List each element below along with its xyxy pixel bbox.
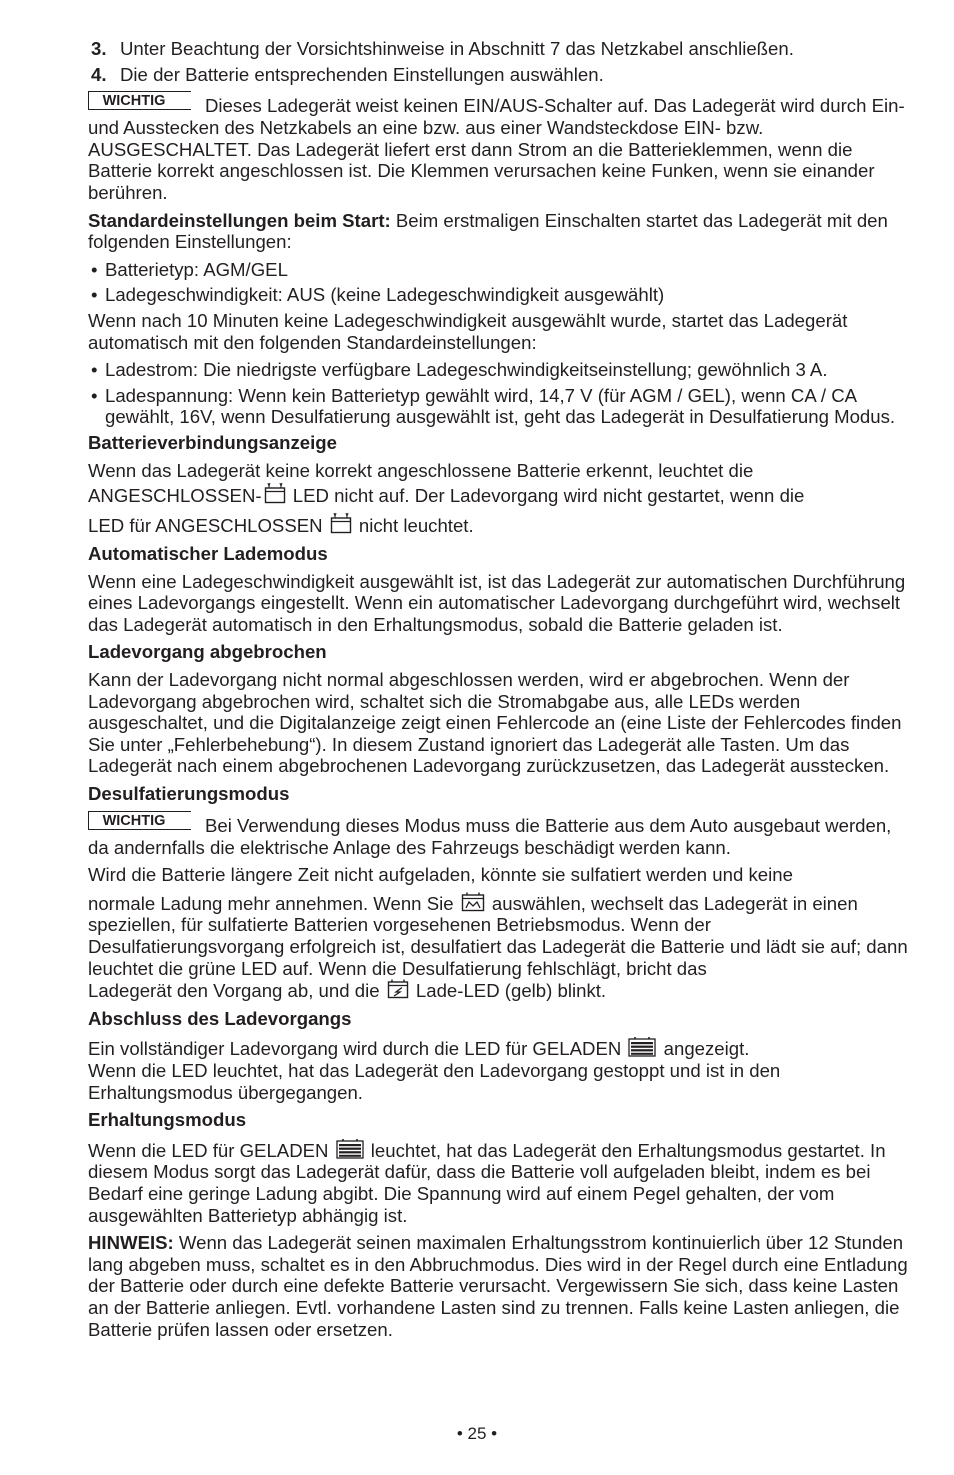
hinweis-label: HINWEIS: <box>88 1232 174 1254</box>
wichtig-badge: WICHTIG <box>88 91 191 110</box>
connected-battery-icon <box>264 482 286 504</box>
wichtig-text: Bei Verwendung dieses Modus muss die Batterie aus dem Auto ausgebaut werden, da andernfalls die elektrische Anlage des Fahrzeugs beschädigt werden kann. <box>88 814 892 858</box>
abort-paragraph: Kann der Ladevorgang nicht normal abgeschlossen werden, wird er abgebrochen. Wenn der Ladevorgang abgebrochen wird, schaltet sich die Stromabgabe aus, alle LEDs werden ausgeschaltet, und die Digitalanzeige zeigt einen Fehlercode an (eine Liste der Fehlercodes finden Sie unter „Fehlerbehebung“). In diesem Zustand ignoriert das Ladegerät alle Tasten. Um das Ladegerät nach einem abgebrochenen Ladevorgang zurückzusetzen, das Ladegerät ausstecken. <box>88 669 902 777</box>
section-heading-auto: Automatischer Lademodus <box>88 543 328 565</box>
section-heading-desulf: Desulfatierungsmodus <box>88 783 290 805</box>
bullet-item: • Ladespannung: Wenn kein Batterietyp gewählt wird, 14,7 V (für AGM / GEL), wenn CA / CA gewählt, 16V, wenn Desulfatierung ausgewählt ist, geht das Ladegerät in Desulfatierung Modus. <box>91 384 896 428</box>
wichtig-note-1 <box>88 95 912 203</box>
step-number: 4. <box>91 63 107 85</box>
bullet-item: • Ladestrom: Die niedrigste verfügbare Ladegeschwindigkeitseinstellung; gewöhnlich 3 A. <box>91 359 828 381</box>
connected-battery-icon <box>330 512 352 534</box>
complete-paragraph: Ein vollständiger Ladevorgang wird durch die LED für GELADEN angezeigt. Wenn die LED leuchtet, hat das Ladegerät den Ladevorgang gestoppt und ist in den Erhaltungsmodus übergegangen. <box>88 1038 781 1103</box>
section-heading-maint: Erhaltungsmodus <box>88 1109 247 1131</box>
section-heading-connection: Batterieverbindungsanzeige <box>88 431 338 453</box>
defaults-label: Standardeinstellungen beim Start: <box>88 209 391 231</box>
charged-battery-icon <box>336 1139 364 1159</box>
bullet-item: • Ladegeschwindigkeit: AUS (keine Ladegeschwindigkeit ausgewählt) <box>91 284 665 306</box>
charging-battery-icon <box>387 979 409 999</box>
connection-paragraph: Wenn das Ladegerät keine korrekt angeschlossene Batterie erkennt, leuchtet die <box>88 459 754 481</box>
wichtig-badge: WICHTIG <box>88 811 191 830</box>
page-content <box>88 38 912 1346</box>
section-heading-complete: Abschluss des Ladevorgangs <box>88 1007 352 1029</box>
wichtig-text: Dieses Ladegerät weist keinen EIN/AUS-Schalter auf. Das Ladegerät wird durch Ein- und Ausstecken des Netzkabels an eine bzw. aus einer Wandsteckdose EIN- bzw. AUSGESCHALTET. Das Ladegerät liefert erst dann Strom an die Batterieklemmen, wenn die Batterie korrekt angeschlossen ist. Die Klemmen verursachen keine Funken, wenn sie einander berühren. <box>88 95 905 203</box>
step-text: Unter Beachtung der Vorsichtshinweise in Abschnitt 7 das Netzkabel anschließen. <box>120 38 794 59</box>
step-text: Die der Batterie entsprechenden Einstellungen auswählen. <box>120 63 604 85</box>
bullet-item: • Batterietyp: AGM/GEL <box>91 258 288 280</box>
connection-paragraph-cont: ANGESCHLOSSEN- LED nicht auf. Der Ladevorgang wird nicht gestartet, wenn die LED für ANGESCHLOSSEN nicht leuchtet. <box>88 481 912 541</box>
after-10-paragraph: Wenn nach 10 Minuten keine Ladegeschwindigkeit ausgewählt wurde, startet das Ladegerät automatisch mit den folgenden Standardeinstellungen: <box>88 309 848 353</box>
section-heading-abort: Ladevorgang abgebrochen <box>88 641 327 663</box>
desulf-paragraph-cont: normale Ladung mehr annehmen. Wenn Sie auswählen, wechselt das Ladegerät in einen speziellen, für sulfatierte Batterien vorgesehenen Betriebsmodus. Wenn der Desulfatierungsvorgang erfolgreich ist, desulfatiert das Ladegerät die Batterie und lädt sie auf; dann leuchtet die grüne LED auf. Wenn die Desulfatierung fehlschlägt, bricht das Ladegerät den Vorgang ab, und die Lade-LED (gelb) blinkt. <box>88 892 908 1002</box>
auto-paragraph: Wenn eine Ladegeschwindigkeit ausgewählt ist, ist das Ladegerät zur automatischen Durchführung eines Ladevorgangs eingestellt. Wenn ein automatischer Ladevorgang durchgeführt wird, wechselt das Ladegerät automatisch in den Erhaltungsmodus, sobald die Batterie geladen ist. <box>88 570 906 635</box>
desulfation-battery-icon <box>461 892 485 912</box>
wichtig-note-2 <box>88 812 912 859</box>
maint-paragraph: Wenn die LED für GELADEN leuchtet, hat das Ladegerät den Erhaltungsmodus gestartet. In diesem Modus sorgt das Ladegerät dafür, dass die Batterie voll aufgeladen bleibt, indem es bei Bedarf eine geringe Ladung abgibt. Die Spannung wird auf einem Pegel gehalten, der vom ausgewählten Batterietyp abhängig ist. <box>88 1139 886 1226</box>
desulf-paragraph: Wird die Batterie längere Zeit nicht aufgeladen, könnte sie sulfatiert werden und keine <box>88 864 793 886</box>
step-3 <box>88 38 912 60</box>
page-number: • 25 • <box>456 1424 498 1443</box>
charged-battery-icon <box>628 1037 656 1057</box>
step-number: 3. <box>91 38 107 59</box>
hinweis-paragraph: HINWEIS: Wenn das Ladegerät seinen maximalen Erhaltungsstrom kontinuierlich über 12 Stunden lang abgeben muss, schaltet es in den Abbruchmodus. Dies wird in der Regel durch eine Entladung der Batterie oder durch eine defekte Batterie verursacht. Vergewissern Sie sich, dass keine Lasten an der Batterie anliegen. Evtl. vorhandene Lasten sind zu trennen. Falls keine Lasten anliegen, die Batterie prüfen lassen oder ersetzen. <box>88 1232 908 1340</box>
step-4 <box>88 64 912 86</box>
defaults-paragraph: Standardeinstellungen beim Start: Beim erstmaligen Einschalten startet das Ladegerät mit den folgenden Einstellungen: <box>88 209 888 253</box>
